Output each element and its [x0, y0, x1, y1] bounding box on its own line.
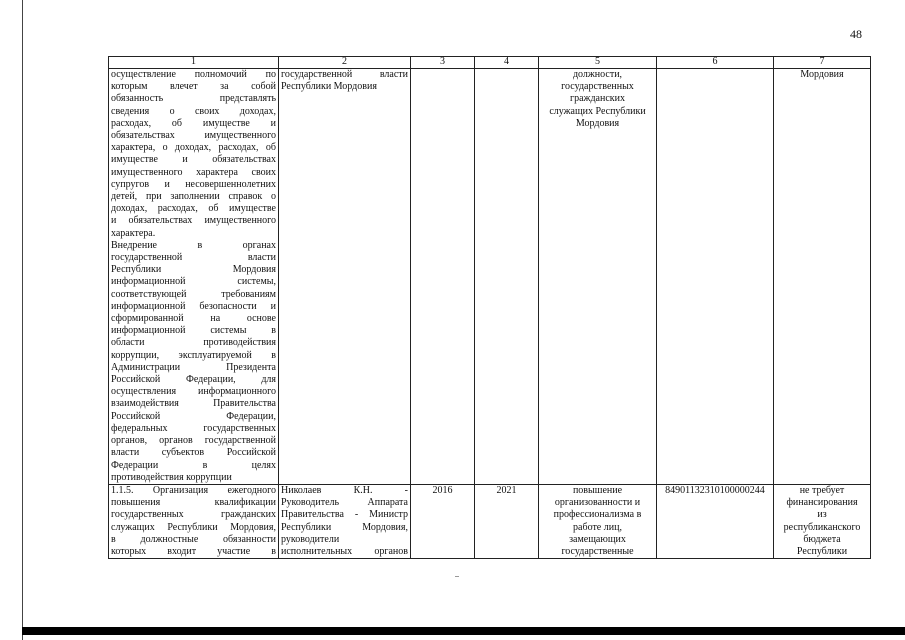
header-cell: 3 — [411, 57, 475, 69]
text-line: информационной системы, — [111, 276, 276, 288]
start-year-cell: 2016 — [411, 484, 475, 558]
scan-bottom-edge — [22, 627, 905, 635]
text-line: осуществление полномочий по — [111, 69, 276, 80]
scan-speck — [455, 576, 459, 577]
table-row — [109, 484, 871, 558]
text-line: которым влечет за собой — [111, 81, 276, 93]
text-line: государственных гражданских — [111, 509, 276, 521]
text-line: в должностные обязанности — [111, 533, 276, 545]
text-line: Правительства - Министр — [281, 509, 408, 521]
text-line: государственной власти — [281, 69, 408, 80]
text-line: профессионализма в — [553, 509, 642, 521]
program-table — [108, 56, 871, 559]
text-line: бюджета — [803, 533, 841, 545]
text-line: должности, — [572, 69, 623, 80]
text-line: Республики Мордовия, — [281, 521, 408, 533]
text-line: работе лиц, — [573, 521, 622, 533]
text-line: органов, органов государственной — [111, 435, 276, 447]
text-line: не требует — [799, 484, 845, 496]
text-line: федеральных государственных — [111, 422, 276, 434]
header-cell: 2 — [279, 57, 411, 69]
text-line: Республики — [796, 545, 848, 557]
text-line: супругов и несовершеннолетних — [111, 178, 276, 190]
header-cell: 4 — [475, 57, 539, 69]
text-line: осуществления информационного — [111, 386, 276, 398]
text-line: области противодействия — [111, 337, 276, 349]
text-line: обязанность представлять — [111, 93, 276, 105]
budget-code-cell — [657, 69, 774, 485]
text-line: Российской Федерации, — [111, 410, 276, 422]
text-line: имуществе и обязательствах — [111, 154, 276, 166]
text-line: имущественного характера своих — [111, 166, 276, 178]
text-line: государственных — [561, 81, 634, 93]
text-line: противодействия коррупции — [111, 471, 232, 483]
text-line: Российской Федерации, для — [111, 374, 276, 386]
text-line: Николаев К.Н. - — [281, 484, 408, 496]
text-line: власти субъектов Российской — [111, 447, 276, 459]
text-line: информационной безопасности и — [111, 300, 276, 312]
responsible-cell — [279, 484, 411, 558]
table-row — [109, 69, 871, 485]
text-line: республиканского — [783, 521, 861, 533]
text-line: Федерации в целях — [111, 459, 276, 471]
text-line: характера, о доходах, расходах, об — [111, 142, 276, 154]
text-line: сформированной на основе — [111, 313, 276, 325]
text-line: информационной системы в — [111, 325, 276, 337]
text-line: повышение — [572, 484, 623, 496]
text-line: Республики Мордовия — [281, 81, 377, 93]
text-line: и обязательствах имущественного — [111, 215, 276, 227]
text-line: государственной власти — [111, 252, 276, 264]
text-line: замещающих — [569, 533, 626, 545]
text-line: Администрации Президента — [111, 361, 276, 373]
text-line: Республики Мордовия — [111, 264, 276, 276]
measure-description-cell — [109, 484, 279, 558]
text-line: соответствующей требованиям — [111, 288, 276, 300]
end-year-cell — [475, 69, 539, 485]
text-line: из — [817, 509, 827, 521]
header-cell: 5 — [539, 57, 657, 69]
text-line: гражданских — [570, 93, 625, 105]
text-line: сведения о своих доходах, — [111, 105, 276, 117]
text-line: детей, при заполнении справок о — [111, 191, 276, 203]
text-line: государственные — [561, 545, 634, 557]
text-line: организованности и — [554, 497, 641, 509]
text-line: Мордовия — [800, 69, 844, 80]
text-line: служащих Республики Мордовия, — [111, 521, 276, 533]
text-line: которых входит участие в — [111, 545, 276, 557]
header-cell: 6 — [657, 57, 774, 69]
text-line: финансирования — [786, 497, 858, 509]
end-year-cell: 2021 — [475, 484, 539, 558]
scan-left-edge — [22, 0, 23, 640]
header-cell: 7 — [774, 57, 871, 69]
text-line: исполнительных органов — [281, 545, 408, 557]
text-line: характера. — [111, 227, 156, 239]
expected-result-cell — [539, 69, 657, 485]
measure-description-cell — [109, 69, 279, 485]
text-line: Внедрение в органах — [111, 239, 276, 251]
text-line: 1.1.5. Организация ежегодного — [111, 484, 276, 496]
text-line: обязательствах имущественного — [111, 130, 276, 142]
text-line: служащих Республики — [549, 105, 646, 117]
header-row — [109, 57, 871, 69]
text-line: Руководитель Аппарата — [281, 497, 408, 509]
responsible-cell — [279, 69, 411, 485]
text-line: Мордовия — [575, 117, 620, 129]
financing-cell — [774, 484, 871, 558]
financing-cell — [774, 69, 871, 485]
budget-code-cell: 84901132310100000244 — [657, 484, 774, 558]
expected-result-cell — [539, 484, 657, 558]
header-cell: 1 — [109, 57, 279, 69]
text-line: коррупции, эксплуатируемой в — [111, 349, 276, 361]
text-line: руководители — [281, 533, 340, 545]
start-year-cell — [411, 69, 475, 485]
text-line: взаимодействия Правительства — [111, 398, 276, 410]
text-line: расходах, об имуществе и — [111, 117, 276, 129]
page-number: 48 — [850, 27, 862, 41]
text-line: повышения квалификации — [111, 497, 276, 509]
text-line: доходах, расходах, об имуществе — [111, 203, 276, 215]
